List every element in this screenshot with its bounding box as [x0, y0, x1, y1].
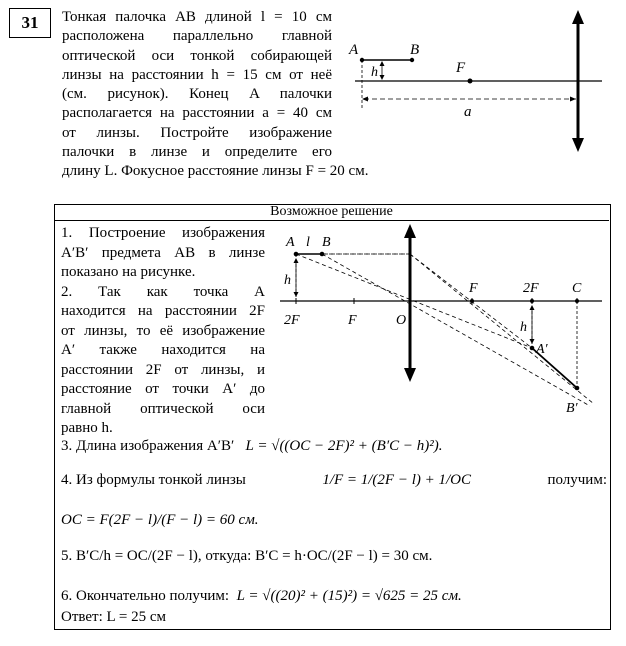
answer: Ответ: L = 25 см [61, 609, 166, 625]
problem-line: (см. рисунок). Конец A палочки [62, 86, 332, 103]
point-b [410, 58, 414, 62]
step-4-tail: получим: [547, 472, 607, 488]
step-3 [61, 438, 442, 455]
problem-line: располагается на расстоянии a = 40 см [62, 105, 332, 122]
problem-line: линзы на расстоянии h = 15 см от неё [62, 66, 332, 83]
step-6 [61, 588, 462, 605]
step-4-text: 4. Из формулы тонкой линзы [61, 472, 246, 488]
label-h-image: h [520, 320, 527, 335]
label-b: B [410, 42, 420, 58]
label-2f-left: 2F [284, 313, 300, 328]
problem-line: палочки в линзе и определите его [62, 144, 332, 161]
solution-line: 2. Так как точка A [61, 283, 265, 300]
solution-line: показано на рисунке. [61, 264, 196, 280]
label-c: C [572, 281, 582, 296]
label-l: l [306, 235, 310, 250]
solution-line: главной оптической оси [61, 400, 265, 417]
problem-line: длину L. Фокусное расстояние линзы F = 20 см. [62, 163, 369, 180]
problem-figure [340, 8, 620, 153]
solution-line: A′B′ предмета AB в линзе [61, 244, 265, 261]
solution-header: Возможное решение [54, 204, 609, 221]
problem-number: 31 [9, 8, 51, 38]
label-a: A [286, 235, 295, 250]
step-6-text: 6. Окончательно получим: [61, 588, 230, 604]
label-focus: F [456, 60, 466, 76]
label-b: B [322, 235, 331, 250]
solution-explanation [61, 224, 265, 439]
step-5-formula: 5. B′C/h = OC/(2F − l), откуда: B′C = h·OC/(2F − l) = 30 см. [61, 548, 433, 564]
lens-arrow-top [572, 10, 584, 24]
solution-line: расстояние от точки A′ до [61, 381, 265, 397]
problem-line: оптической оси тонкой собирающей [62, 47, 332, 64]
label-a-distance: a [464, 104, 472, 120]
solution-line: расстоянии 2F от линзы, и [61, 361, 265, 378]
point-a-prime [530, 346, 535, 351]
solution-line: от линзы, то её изображение [61, 322, 265, 339]
label-h: h [371, 65, 378, 80]
step-4-result-formula: OC = F(2F − l)/(F − l) = 60 см. [61, 512, 259, 528]
focus-point [468, 79, 473, 84]
label-a-prime: A′ [536, 342, 548, 357]
problem-line: от линзы. Постройте изображение [62, 124, 332, 141]
label-h-object: h [284, 273, 291, 288]
problem-line: Тонкая палочка AB длиной l = 10 см [62, 9, 332, 25]
lens-arrow-bottom [572, 138, 584, 152]
solution-line: A′ также находится на [61, 342, 265, 358]
label-a: A [349, 42, 359, 58]
step-3-text: 3. Длина изображения A′B′ [61, 438, 235, 454]
solution-figure [270, 222, 606, 418]
label-o: O [396, 313, 407, 328]
lens-arrow-top [404, 224, 416, 238]
point-b-prime [575, 386, 580, 391]
label-2f-right: 2F [523, 281, 539, 296]
label-f-left: F [348, 313, 357, 328]
problem-line: расположена параллельно главной [62, 28, 332, 45]
step-4-result [61, 512, 259, 529]
label-f-right: F [469, 281, 478, 296]
solution-line: 1. Построение изображения [61, 225, 265, 241]
step-3-formula: L = √((OC − 2F)² + (B′C − h)²). [245, 438, 443, 454]
lens-arrow-bottom [404, 368, 416, 382]
step-4 [61, 472, 607, 489]
step-4-formula: 1/F = 1/(2F − l) + 1/OC [322, 472, 472, 488]
problem-statement [62, 8, 369, 182]
step-5 [61, 548, 432, 565]
solution-line: равно h. [61, 420, 113, 436]
solution-line: находится на расстоянии 2F [61, 303, 265, 319]
step-6-formula: L = √((20)² + (15)²) = √625 = 25 см. [236, 588, 462, 604]
label-b-prime: B′ [566, 401, 578, 416]
